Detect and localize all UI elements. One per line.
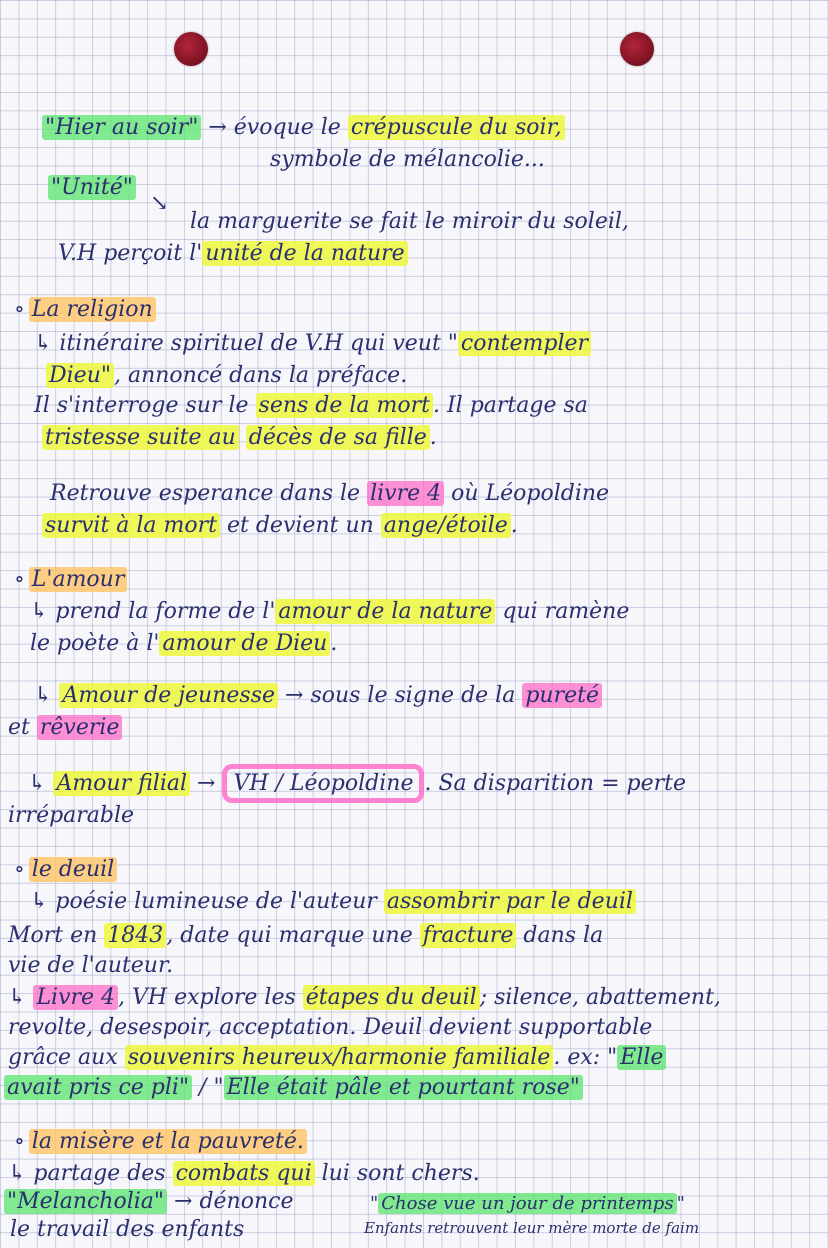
text: Il s'interroge sur le (34, 393, 249, 418)
highlight-yellow: Dieu" (46, 363, 114, 388)
text: ; silence, abattement, (479, 985, 721, 1010)
text: lui sont chers. (321, 1161, 480, 1186)
text: ↳ (8, 985, 27, 1010)
text: la marguerite se fait le miroir du soleil, (190, 209, 629, 234)
note-line (8, 802, 134, 830)
text: grâce aux (8, 1045, 118, 1070)
text: / " (192, 1075, 224, 1100)
text: Enfants retrouvent leur mère morte de faim (364, 1219, 700, 1237)
section-heading-amour (14, 566, 127, 594)
highlight-pink: Livre 4 (33, 985, 118, 1010)
text: Retrouve esperance dans le (50, 481, 361, 506)
note-line (8, 922, 603, 950)
note-line (8, 1014, 652, 1042)
bullet-icon: ∘ (14, 567, 25, 592)
text: " (676, 1193, 685, 1214)
highlight-green: avait pris ce pli" (4, 1075, 192, 1100)
note-line (8, 1044, 666, 1072)
highlight-yellow: survit à la mort (42, 513, 220, 538)
highlight-green: "Hier au soir" (42, 115, 201, 140)
note-line (190, 208, 629, 236)
note-line (42, 114, 565, 142)
note-line (34, 682, 602, 710)
note-line (4, 1188, 293, 1216)
text: → dénonce (174, 1189, 294, 1214)
text: ↳ (28, 771, 47, 796)
note-line (30, 888, 636, 916)
heading-text: le deuil (29, 857, 117, 882)
section-heading-misere (14, 1128, 307, 1156)
highlight-yellow: souvenirs heureux/harmonie familiale (125, 1045, 554, 1070)
bullet-icon: ∘ (14, 297, 25, 322)
highlight-pink: pureté (522, 683, 602, 708)
text: . ex: " (553, 1045, 618, 1070)
note-line (8, 952, 173, 980)
note-line (30, 630, 337, 658)
bullet-icon: ∘ (14, 857, 25, 882)
heading-text: L'amour (29, 567, 128, 592)
highlight-yellow: amour de Dieu (159, 631, 330, 656)
text: vie de l'auteur. (8, 953, 174, 978)
text: , annoncé dans la préface. (113, 363, 408, 388)
highlight-yellow: amour de la nature (275, 599, 495, 624)
note-line (42, 424, 437, 452)
highlight-pink: rêverie (37, 715, 123, 740)
text: → (197, 771, 216, 796)
text: . (429, 425, 437, 450)
note-line (8, 984, 721, 1012)
note-line (270, 146, 545, 174)
arrow-glyph: ↘ (150, 191, 169, 216)
text: ↳ poésie lumineuse de l'auteur (30, 889, 377, 914)
text: ↳ partage des (8, 1161, 166, 1186)
highlight-yellow: 1843 (104, 923, 166, 948)
text: et devient un (227, 513, 374, 538)
text: irréparable (8, 803, 135, 828)
highlight-yellow: Amour filial (53, 771, 190, 796)
highlight-pink: livre 4 (367, 481, 444, 506)
text: et (8, 715, 30, 740)
highlight-yellow: unité de la nature (202, 241, 407, 266)
note-line (364, 1214, 699, 1242)
highlight-green: Elle (617, 1045, 666, 1070)
heading-text: La religion (29, 297, 156, 322)
text: . (510, 513, 518, 538)
text: le travail des enfants (10, 1217, 245, 1242)
text: revolte, desespoir, acceptation. Deuil devient supportable (8, 1015, 653, 1040)
text: symbole de mélancolie... (270, 147, 545, 172)
section-heading-deuil (14, 856, 117, 884)
heading-text: la misère et la pauvreté. (29, 1129, 307, 1154)
highlight-yellow: assombrir par le deuil (384, 889, 636, 914)
note-line (34, 330, 591, 358)
text: ↳ prend la forme de l' (30, 599, 276, 624)
text: → évoque le (208, 115, 341, 140)
note-line (4, 1074, 583, 1102)
highlight-yellow: décès de sa fille (246, 425, 430, 450)
highlight-green: Chose vue un jour de printemps (378, 1193, 676, 1214)
note-line (8, 714, 122, 742)
text: ↳ itinéraire spirituel de V.H qui veut " (34, 331, 458, 356)
text: qui ramène (502, 599, 630, 624)
highlight-yellow: Amour de jeunesse (59, 683, 278, 708)
text: où Léopoldine (451, 481, 610, 506)
bullet-icon: ∘ (14, 1129, 25, 1154)
note-line (50, 480, 609, 508)
note-line (34, 392, 588, 420)
text: le poète à l' (30, 631, 160, 656)
text: Mort en (8, 923, 98, 948)
note-line (46, 362, 407, 390)
highlight-yellow: crépuscule du soir, (348, 115, 565, 140)
note-line (48, 174, 136, 202)
highlight-green: "Unité" (48, 175, 136, 200)
text: . Sa disparition = perte (424, 771, 687, 796)
text: . (330, 631, 338, 656)
highlight-yellow: contempler (458, 331, 591, 356)
text: ↳ (34, 683, 53, 708)
highlight-yellow: fracture (420, 923, 517, 948)
highlight-yellow: tristesse suite au (42, 425, 239, 450)
note-line (8, 1160, 480, 1188)
text: dans la (523, 923, 604, 948)
section-heading-religion (14, 296, 156, 324)
note-line (30, 598, 629, 626)
text: . Il partage sa (433, 393, 588, 418)
binder-hole-right (620, 32, 654, 66)
highlight-yellow: sens de la mort (256, 393, 433, 418)
highlight-yellow: étapes du deuil (303, 985, 480, 1010)
note-line (150, 190, 168, 218)
text: , VH explore les (118, 985, 296, 1010)
note-line (10, 1216, 244, 1244)
note-line (58, 240, 408, 268)
text: , date qui marque une (166, 923, 413, 948)
boxed-highlight-pink: VH / Léopoldine (222, 764, 424, 803)
note-line (28, 770, 686, 798)
highlight-green: "Melancholia" (4, 1189, 167, 1214)
text: → sous le signe de la (285, 683, 516, 708)
highlight-yellow: combats qui (173, 1161, 315, 1186)
highlight-green: Elle était pâle et pourtant rose" (224, 1075, 583, 1100)
text: " (370, 1193, 379, 1214)
binder-hole-left (174, 32, 208, 66)
highlight-yellow: ange/étoile (381, 513, 511, 538)
text: V.H perçoit l' (58, 241, 203, 266)
note-line (42, 512, 518, 540)
